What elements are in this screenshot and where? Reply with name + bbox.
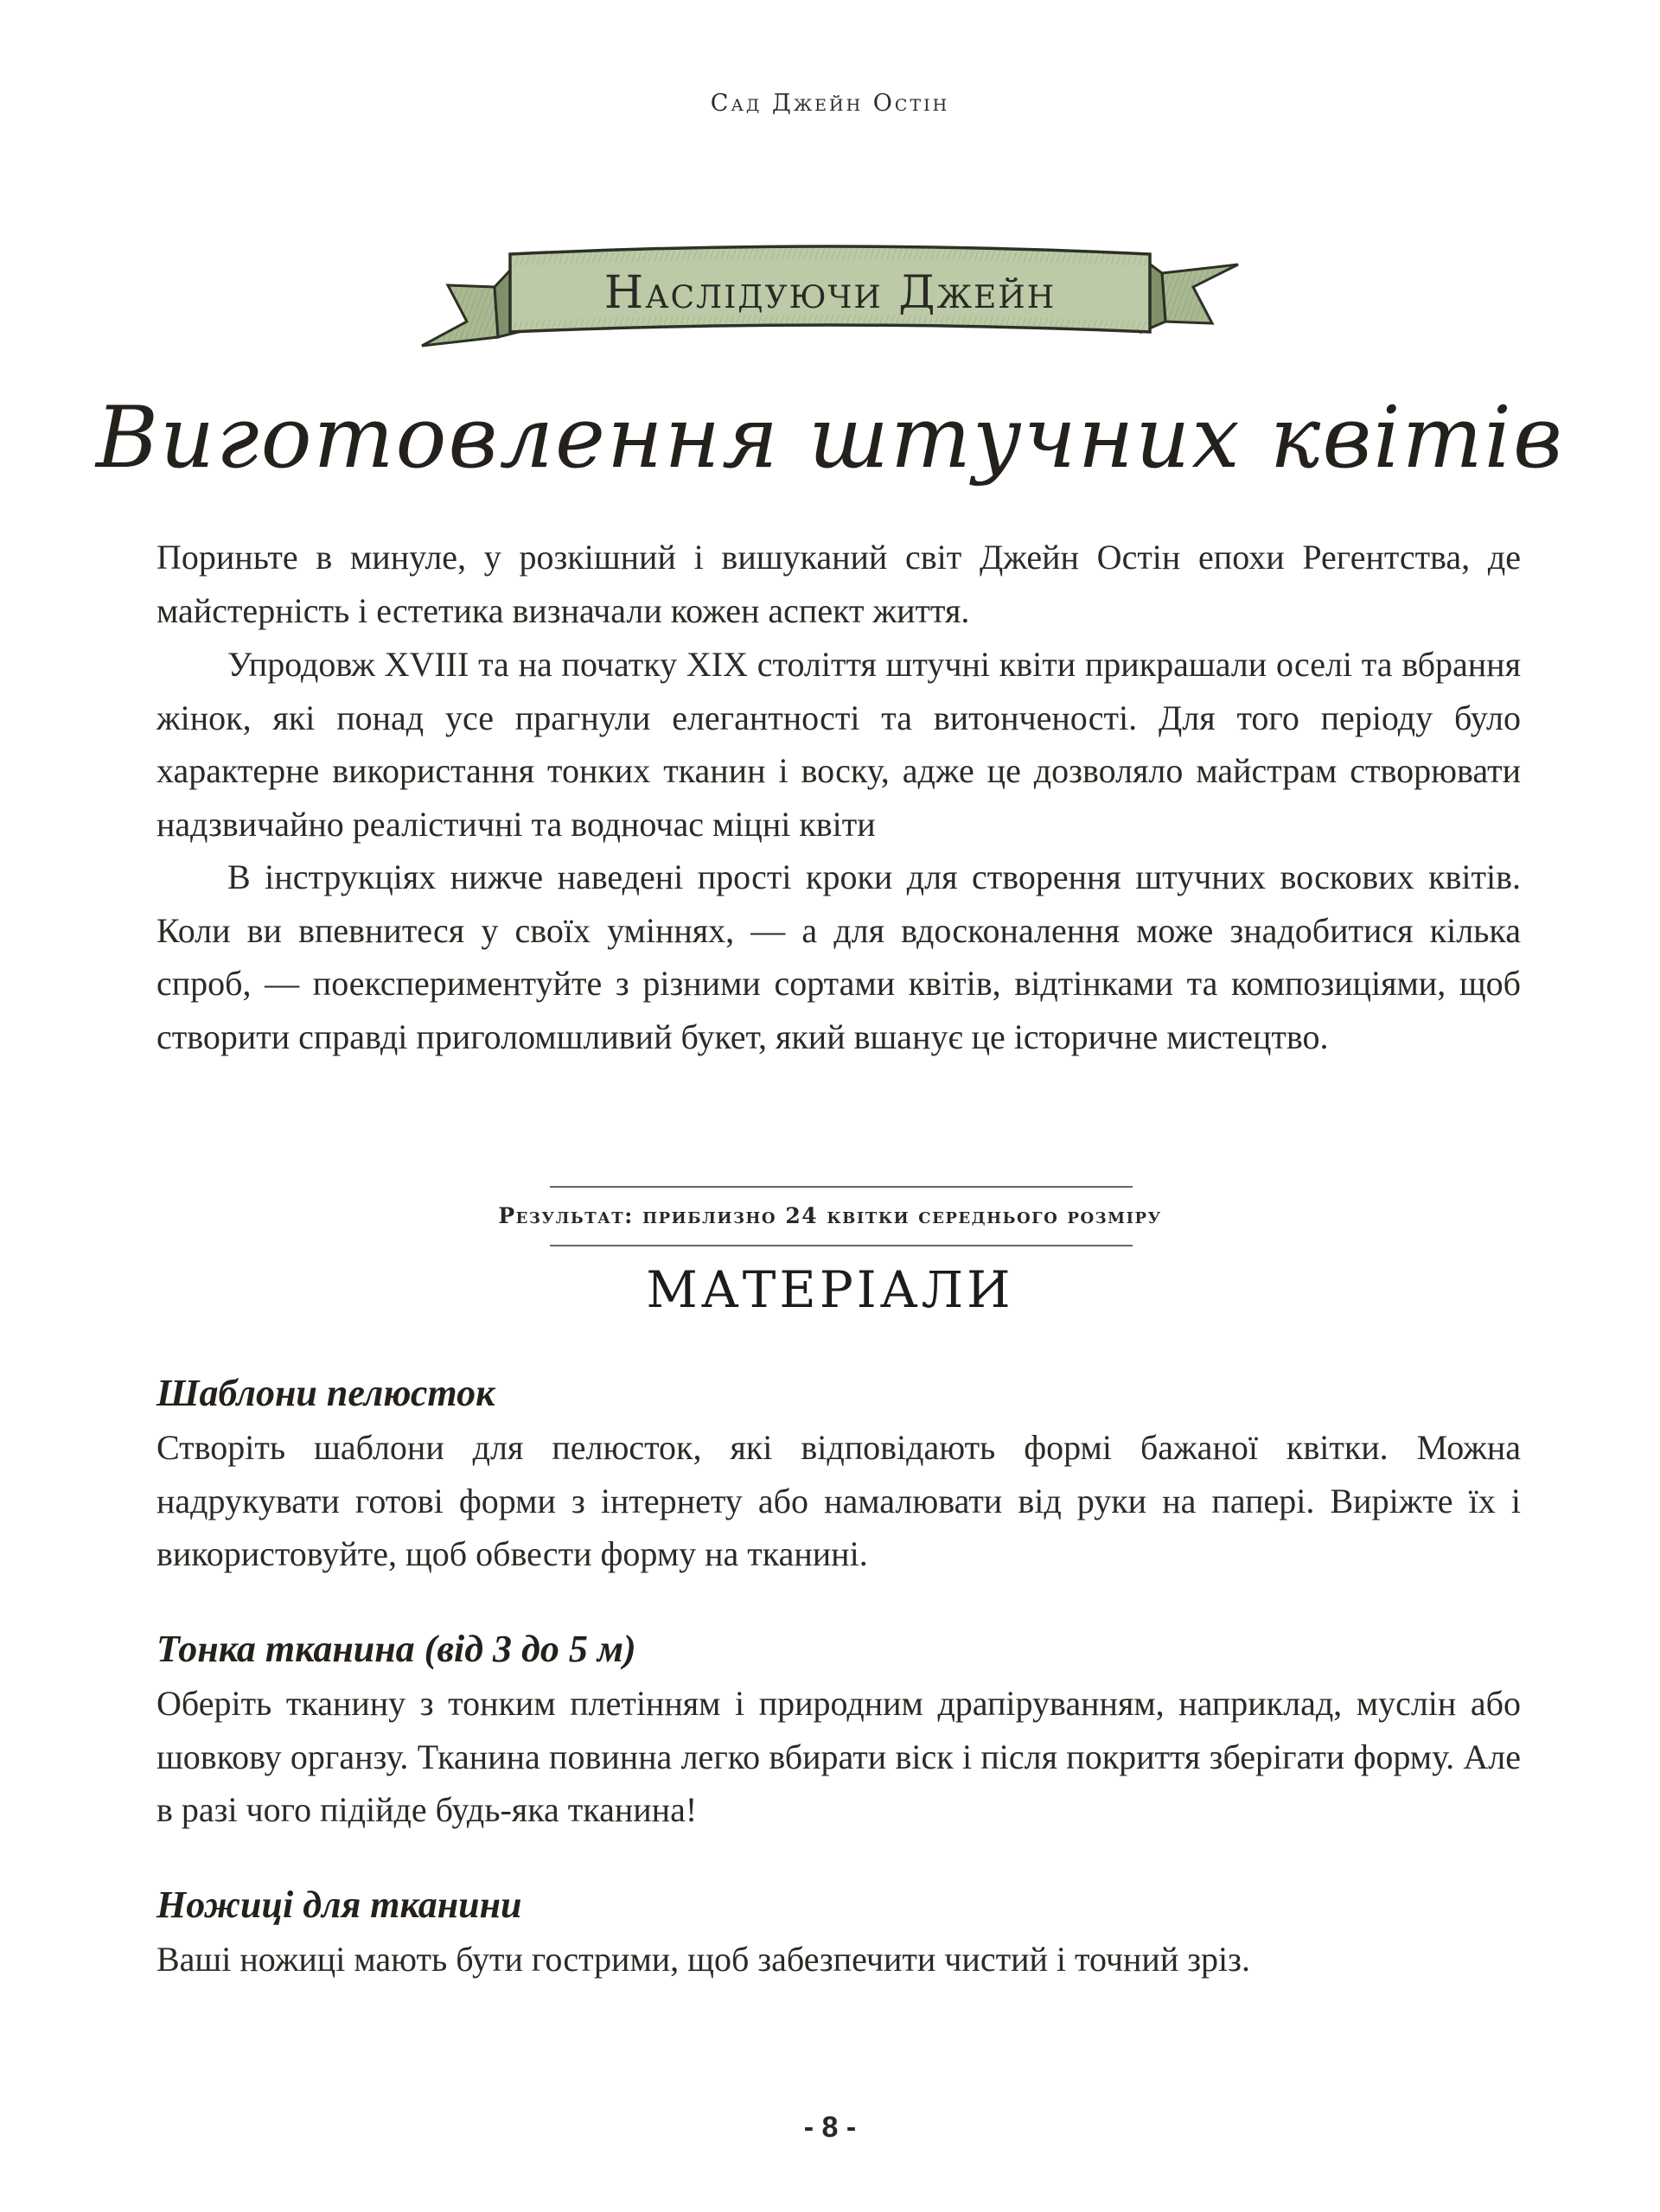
page-number: - 8 - bbox=[803, 2111, 857, 2144]
yield-note: Результат: приблизно 24 квітки середнього розміру bbox=[498, 1203, 1162, 1228]
intro-paragraph-2: Упродовж XVIII та на початку XIX століття штучні квіти прикрашали оселі та вбрання жінок, які понад усе прагнули елегантності та витонченості. Для того періоду було характерне використання тонких тканин і воску, адже це дозволяло майстрам створювати надзвичайно реалістичні та водночас міцні квіти bbox=[156, 645, 1521, 844]
material-heading: Тонка тканина (від 3 до 5 м) bbox=[156, 1628, 636, 1670]
material-heading: Ножиці для тканини bbox=[156, 1884, 522, 1926]
material-description: Створіть шаблони для пелюсток, які відповідають формі бажаної квітки. Можна надрукувати готові форми з інтернету або намалювати від руки на папері. Виріжте їх і використовуйте, щоб обвести форму на тканині. bbox=[156, 1428, 1521, 1573]
intro-paragraph-1: Пориньте в минуле, у розкішний і вишуканий світ Джейн Остін епохи Регентства, де майстерність і естетика визначали кожен аспект життя. bbox=[156, 538, 1521, 630]
divider-top bbox=[550, 1186, 1133, 1188]
running-head: Сад Джейн Остін bbox=[710, 90, 950, 117]
page-title: Виготовлення штучних квітів bbox=[95, 389, 1565, 488]
divider-bottom bbox=[550, 1245, 1133, 1246]
material-description: Ваші ножиці мають бути гострими, щоб забезпечити чистий і точний зріз. bbox=[156, 1940, 1250, 1979]
banner-label: Наслідуючи Джейн bbox=[603, 267, 1057, 319]
section-banner bbox=[415, 235, 1245, 356]
material-description: Оберіть тканину з тонким плетінням і природним драпіруванням, наприклад, муслін або шовкову органзу. Тканина повинна легко вбирати віск і після покриття зберігати форму. Але в разі чого підійде будь-яка тканина! bbox=[156, 1684, 1521, 1829]
materials-heading: МАТЕРІАЛИ bbox=[646, 1260, 1014, 1319]
intro-paragraph-3: В інструкціях нижче наведені прості кроки для створення штучних воскових квітів. Коли ви впевнитеся у своїх уміннях, — а для вдосконалення може знадобитися кілька спроб, — поекспериментуйте з різними сортами квітів, відтінками та композиціями, щоб створити справді приголомшливий букет, який вшанує це історичне мистецтво. bbox=[156, 857, 1521, 1056]
material-heading: Шаблони пелюсток bbox=[156, 1372, 495, 1414]
